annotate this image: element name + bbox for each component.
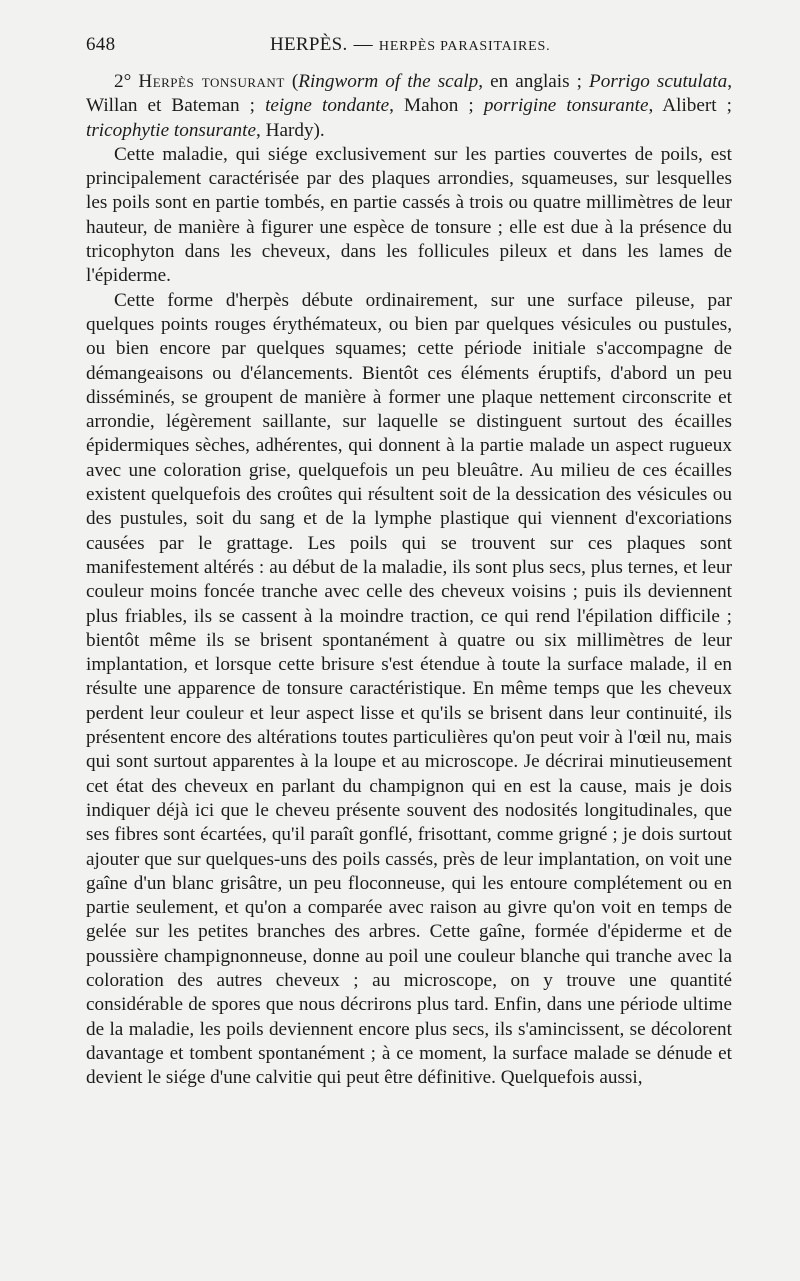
text-run: , Willan et Bateman ;	[86, 71, 733, 117]
running-header	[86, 34, 732, 64]
synonym-italic: tricophytie tonsurante	[86, 119, 256, 141]
text-run: , Hardy).	[256, 119, 325, 141]
section-heading: Herpès tonsurant	[138, 71, 285, 92]
running-head-separator: —	[353, 34, 373, 55]
paragraph-3: Cette forme d'herpès débute ordinairement, sur une surface pileuse, par quelques points rouges érythémateux, ou bien par quelques vésicules ou pustules, ou bien encore par quelques squames; cette période initiale s'accompagne de démangeaisons ou d'élancements. Bientôt ces éléments éruptifs, d'abord un peu disséminés, se groupent de manière à former une plaque nettement circonscrite et arrondie, légèrement saillante, sur laquelle se distinguent surtout des écailles épidermiques sèches, adhérentes, qui donnent à la partie malade un aspect rugueux avec une coloration grise, quelquefois un peu bleuâtre. Au milieu de ces écailles existent quelquefois des croûtes qui résultent soit de la dessication des vésicules ou des pustules, soit du sang et de la lymphe plastique qui viennent d'excoriations causées par le grattage. Les poils qui se trouvent sur ces plaques sont manifestement altérés : au début de la maladie, ils sont plus secs, plus ternes, et leur couleur moins foncée tranche avec celle des cheveux voisins ; puis ils deviennent plus friables, ils se cassent à la moindre traction, ce qui rend l'épilation difficile ; bientôt même ils se brisent spontanément à quatre ou six millimètres de leur implantation, et lorsque cette brisure s'est étendue à toute la surface malade, il en résulte une apparence de tonsure caractéristique. En même temps que les cheveux perdent leur couleur et leur aspect lisse et qu'ils se brisent dans leur continuité, ils présentent encore des altérations toutes particulières qu'on peut voir à l'œil nu, mais qui sont surtout apparentes à la loupe et au microscope. Je décrirai minutieusement cet état des cheveux en parlant du champignon qui en est la cause, mais je dois indiquer déjà ici que le cheveu présente souvent des nodosités longitudinales, que ses fibres sont écartées, qu'il paraît gonflé, frisottant, comme grigné ; je dois surtout ajouter que sur quelques-uns des poils cassés, près de leur implantation, on voit une gaîne d'un blanc grisâtre, un peu floconneuse, qui les entoure complétement ou en partie seulement, et qu'on a comparée avec raison au givre qu'on voit en temps de gelée sur les petites branches des arbres. Cette gaîne, formée d'épiderme et de poussière champignonneuse, donne au poil une couleur blanche qui tranche avec la coloration des autres cheveux ; au microscope, on y trouve une quantité considérable de spores que nous décrirons plus tard. Enfin, dans une période ultime de la maladie, les poils deviennent encore plus secs, ils s'amincissent, se décolorent davantage et tombent spontanément ; à ce moment, la surface malade se dénude et devient le siége d'une calvitie qui peut être définitive. Quelquefois aussi,	[86, 289, 732, 1089]
text-run: (	[284, 71, 299, 92]
synonym-italic: Ringworm of the scalp	[298, 71, 479, 92]
running-head-subtitle: HERPÈS PARASITAIRES.	[378, 39, 551, 54]
running-head-title: HERPÈS.	[270, 34, 348, 55]
running-head	[236, 34, 732, 56]
synonym-italic: teigne tondante	[265, 95, 390, 117]
paragraph-1	[86, 70, 732, 143]
text-run: , en anglais ;	[478, 71, 590, 92]
section-number: 2°	[114, 71, 132, 92]
body-text	[86, 70, 732, 1090]
text-run: , Alibert ;	[648, 95, 733, 117]
synonym-italic: Porrigo scutulata	[589, 71, 728, 92]
text-run: , Mahon ;	[389, 95, 484, 117]
paragraph-2: Cette maladie, qui siége exclusivement sur les parties couvertes de poils, est principalement caractérisée par des plaques arrondies, squameuses, sur lesquelles les poils sont en partie tombés, en partie cassés à trois ou quatre millimètres de leur hauteur, de manière à figurer une espèce de tonsure ; elle est due à la présence du tricophyton dans les cheveux, dans les follicules pileux et dans les lames de l'épiderme.	[86, 143, 732, 287]
synonym-italic: porrigine tonsurante	[483, 95, 649, 117]
page-number: 648	[86, 34, 116, 55]
